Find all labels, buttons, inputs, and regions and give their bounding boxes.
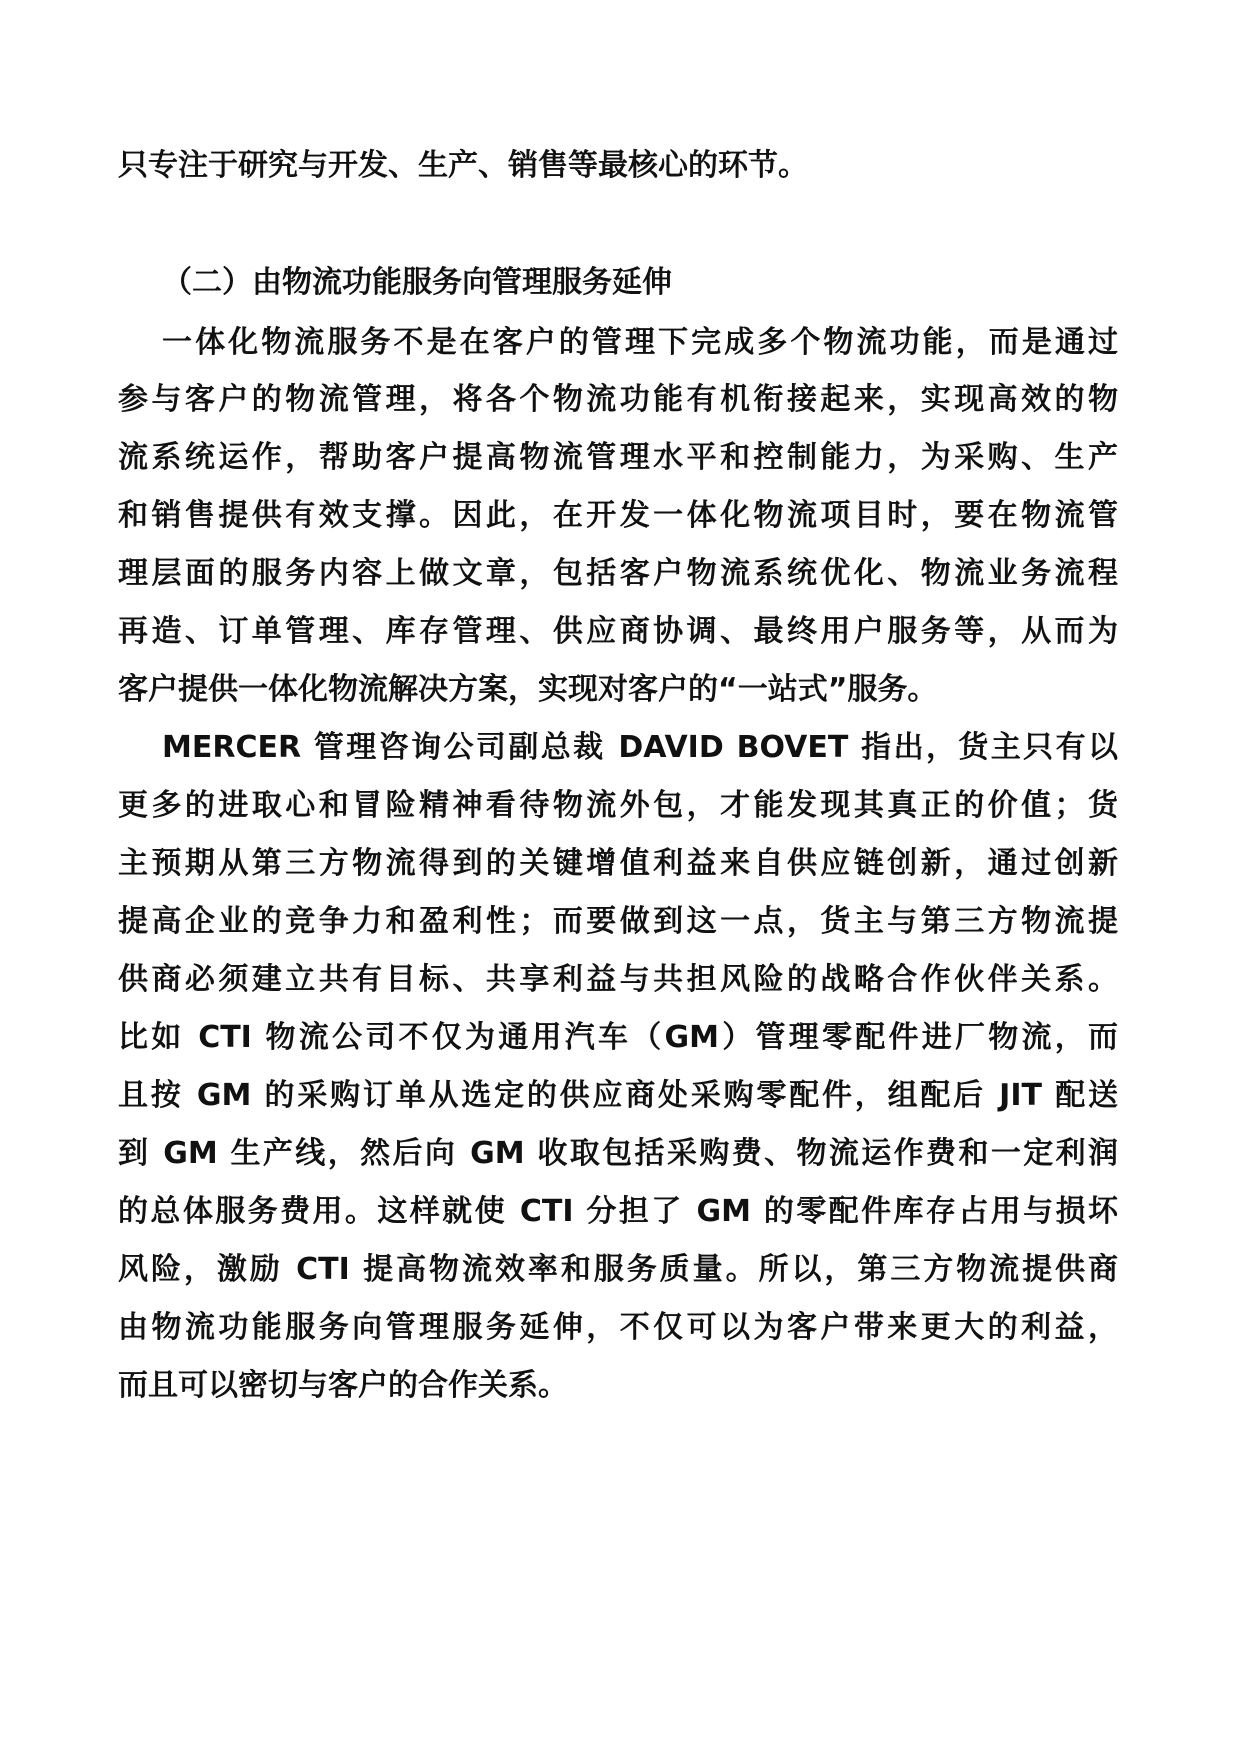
paragraph-line: 的总体服务费用。这样就使 CTI 分担了 GM 的零配件库存占用与损坏	[118, 1194, 1118, 1229]
paragraph-line: 主预期从第三方物流得到的关键增值利益来自供应链创新，通过创新	[118, 846, 1118, 881]
paragraph-line: 流系统运作，帮助客户提高物流管理水平和控制能力，为采购、生产	[118, 440, 1118, 475]
paragraph-line: 而且可以密切与客户的合作关系。	[118, 1368, 568, 1403]
paragraph-line: 且按 GM 的采购订单从选定的供应商处采购零配件，组配后 JIT 配送	[118, 1078, 1118, 1113]
paragraph-line: 再造、订单管理、库存管理、供应商协调、最终用户服务等，从而为	[118, 614, 1118, 649]
paragraph-line: 风险，激励 CTI 提高物流效率和服务质量。所以，第三方物流提供商	[118, 1252, 1118, 1287]
section-heading: （二）由物流功能服务向管理服务延伸	[162, 265, 672, 300]
paragraph-line: 提高企业的竞争力和盈利性；而要做到这一点，货主与第三方物流提	[118, 904, 1118, 939]
paragraph-line: 参与客户的物流管理，将各个物流功能有机衔接起来，实现高效的物	[118, 382, 1118, 417]
paragraph-line: 和销售提供有效支撑。因此，在开发一体化物流项目时，要在物流管	[118, 498, 1118, 533]
paragraph-line: 客户提供一体化物流解决方案，实现对客户的“一站式”服务。	[118, 672, 938, 707]
paragraph-line: 理层面的服务内容上做文章，包括客户物流系统优化、物流业务流程	[118, 556, 1118, 591]
paragraph-line: 一体化物流服务不是在客户的管理下完成多个物流功能，而是通过	[162, 325, 1118, 360]
paragraph-line: 比如 CTI 物流公司不仅为通用汽车（GM）管理零配件进厂物流，而	[118, 1020, 1118, 1055]
paragraph-line: 到 GM 生产线，然后向 GM 收取包括采购费、物流运作费和一定利润	[118, 1136, 1118, 1171]
paragraph-line: MERCER 管理咨询公司副总裁 DAVID BOVET 指出，货主只有以	[162, 730, 1118, 765]
continuation-text: 只专注于研究与开发、生产、销售等最核心的环节。	[118, 148, 808, 183]
paragraph-line: 由物流功能服务向管理服务延伸，不仅可以为客户带来更大的利益，	[118, 1310, 1118, 1345]
paragraph-line: 供商必须建立共有目标、共享利益与共担风险的战略合作伙伴关系。	[118, 962, 1118, 997]
paragraph-line: 更多的进取心和冒险精神看待物流外包，才能发现其真正的价值；货	[118, 788, 1118, 823]
